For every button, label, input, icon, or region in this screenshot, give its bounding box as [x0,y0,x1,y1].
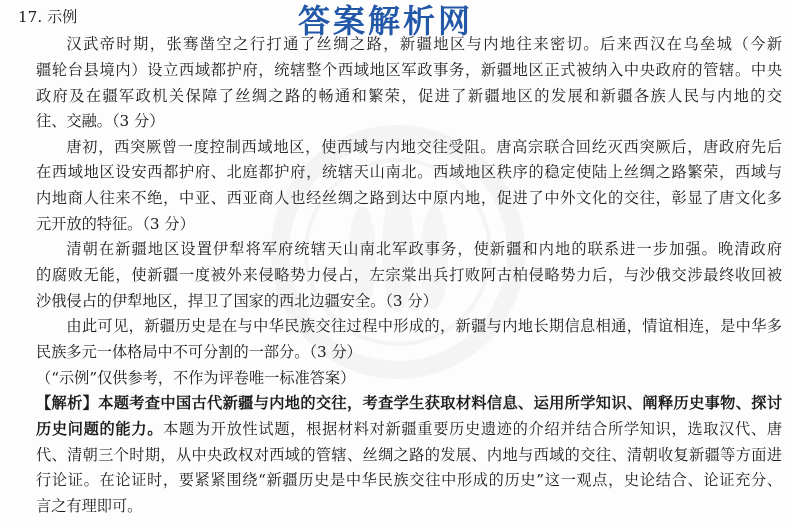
analysis-bold-text: 【解析】本题考查中国古代新疆与内地的交往，考查学生获取材料信息、运用所学知识、阐释历史事物、探讨 [36,394,782,413]
answer-line: 政府及在疆军政机关保障了丝绸之路的畅通和繁荣，促进了新疆地区的发展和新疆各族人民与内地的交 [36,86,782,105]
question-number-label: 17. 示例 [18,8,78,26]
answer-note: （“示例”仅供参考，不作为评卷唯一标准答案） [36,368,356,387]
analysis-text: 代、清朝三个时期，从中央政权对西域的管辖、丝绸之路的发展、内地与西域的交往、清朝收复新疆等方面进 [36,445,782,464]
answer-line: 在西域地区设安西都护府、北庭都护府，统辖天山南北。西域地区秩序的稳定使陆上丝绸之路繁荣，西域与 [36,163,782,182]
answer-paragraph-han [36,32,782,135]
analysis-line [36,443,782,469]
answer-paragraph-tang [36,135,782,238]
analysis-bold-text: 历史问题的能力。 [36,420,164,439]
analysis-text: 本题为开放性试题，根据材料对新疆重要历史遗迹的介绍并结合所学知识，选取汉代、唐 [163,420,783,439]
analysis-line [36,468,782,494]
answer-line: 疆轮台县境内）设立西域都护府，统辖整个西域地区军政事务，新疆地区正式被纳入中央政府的管辖。中央 [36,60,782,79]
analysis-section [36,391,782,519]
answer-line: 沙俄侵占的伊犁地区，捍卫了国家的西北边疆安全。（3 分） [36,291,438,310]
analysis-line [36,494,782,520]
analysis-line [36,391,782,417]
answer-line: 往、交融。（3 分） [36,112,165,131]
analysis-line [36,417,782,443]
answer-line: 的腐败无能，使新疆一度被外来侵略势力侵占，左宗棠出兵打败阿古柏侵略势力后，与沙俄交涉最终收回被 [36,266,782,285]
site-watermark-text: 答案解析网 [298,2,474,40]
answer-line: 内地商人往来不绝，中亚、西亚商人也经丝绸之路到达中原内地，促进了中外文化的交往，彰显了唐文化多 [36,189,782,208]
answer-line: 汉武帝时期，张骞凿空之行打通了丝绸之路，新疆地区与内地往来密切。后来西汉在乌垒城（今新 [66,35,782,54]
answer-paragraph-qing [36,237,782,314]
analysis-text: 言之有理即可。 [36,497,143,515]
answer-line: 元开放的特征。（3 分） [36,214,195,233]
answer-line: 由此可见，新疆历史是在与中华民族交往过程中形成的，新疆与内地长期信息相通，情谊相连，是中华多 [66,317,782,336]
answer-line: 唐初，西突厥曾一度控制西域地区，使西域与内地交往受阻。唐高宗联合回纥灭西突厥后，唐政府先后 [66,137,782,156]
answer-line: 清朝在新疆地区设置伊犁将军府统辖天山南北军政事务，使新疆和内地的联系进一步加强。晚清政府 [66,240,782,259]
answer-paragraph-conclusion [36,314,782,365]
analysis-text: 行论证。在论证时，要紧紧围绕“新疆历史是中华民族交往中形成的历史”这一观点，史论结合、论证充分、 [36,471,782,490]
answer-body [36,32,782,519]
answer-line: 民族多元一体格局中不可分割的一部分。（3 分） [36,343,362,362]
